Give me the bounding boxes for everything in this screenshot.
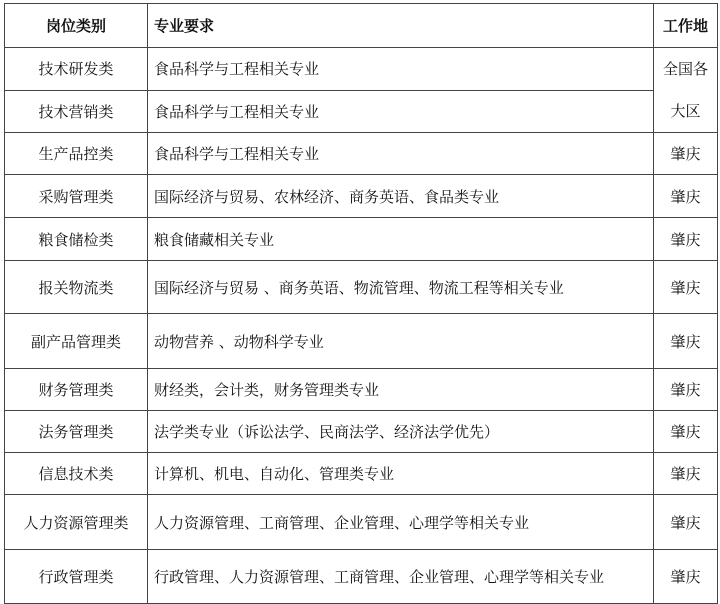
table-row xyxy=(5,218,718,261)
row-category: 技术营销类 xyxy=(5,90,148,133)
row-requirement: 食品科学与工程相关专业 xyxy=(148,133,654,175)
table-row xyxy=(5,550,718,604)
row-requirement: 人力资源管理、工商管理、企业管理、心理学等相关专业 xyxy=(148,495,654,550)
row-category: 财务管理类 xyxy=(5,369,148,411)
row-category: 信息技术类 xyxy=(5,453,148,495)
row-requirement: 法学类专业（诉讼法学、民商法学、经济法学优先） xyxy=(148,411,654,453)
table-row xyxy=(5,453,718,495)
row-location-merged xyxy=(654,48,718,133)
table-row xyxy=(5,314,718,369)
row-location: 肇庆 xyxy=(654,550,718,604)
header-location: 工作地 xyxy=(654,4,718,48)
row-requirement: 食品科学与工程相关专业 xyxy=(148,90,654,133)
row-category: 行政管理类 xyxy=(5,550,148,604)
position-table xyxy=(4,3,718,604)
row-requirement: 食品科学与工程相关专业 xyxy=(148,48,654,91)
table-row xyxy=(5,48,718,91)
row-requirement: 国际经济与贸易、农林经济、商务英语、食品类专业 xyxy=(148,175,654,218)
table-row xyxy=(5,411,718,453)
row-requirement: 行政管理、人力资源管理、工商管理、企业管理、心理学等相关专业 xyxy=(148,550,654,604)
row-requirement: 动物营养 、动物科学专业 xyxy=(148,314,654,369)
table-header-row xyxy=(5,4,718,48)
row-category: 报关物流类 xyxy=(5,261,148,314)
row-category: 生产品控类 xyxy=(5,133,148,175)
table-row xyxy=(5,90,718,133)
row-location: 肇庆 xyxy=(654,175,718,218)
row-location: 肇庆 xyxy=(654,495,718,550)
row-location: 肇庆 xyxy=(654,314,718,369)
row-requirement: 财经类，会计类，财务管理类专业 xyxy=(148,369,654,411)
row-location: 肇庆 xyxy=(654,411,718,453)
table-row xyxy=(5,175,718,218)
row-category: 粮食储检类 xyxy=(5,218,148,261)
header-requirement: 专业要求 xyxy=(148,4,654,48)
row-requirement: 国际经济与贸易 、商务英语、物流管理、物流工程等相关专业 xyxy=(148,261,654,314)
header-category: 岗位类别 xyxy=(5,4,148,48)
row-category: 法务管理类 xyxy=(5,411,148,453)
table-row xyxy=(5,369,718,411)
merged-location-line1: 全国各 xyxy=(662,60,708,78)
row-requirement: 计算机、机电、自动化、管理类专业 xyxy=(148,453,654,495)
merged-location-line2: 大区 xyxy=(670,102,701,120)
row-requirement: 粮食储藏相关专业 xyxy=(148,218,654,261)
row-location: 肇庆 xyxy=(654,261,718,314)
table-row xyxy=(5,495,718,550)
row-location: 肇庆 xyxy=(654,218,718,261)
row-category: 采购管理类 xyxy=(5,175,148,218)
row-category: 技术研发类 xyxy=(5,48,148,91)
row-location: 肇庆 xyxy=(654,369,718,411)
row-location: 肇庆 xyxy=(654,453,718,495)
row-category: 副产品管理类 xyxy=(5,314,148,369)
table-row xyxy=(5,133,718,175)
row-location: 肇庆 xyxy=(654,133,718,175)
table-row xyxy=(5,261,718,314)
row-category: 人力资源管理类 xyxy=(5,495,148,550)
position-table-container xyxy=(4,3,710,604)
